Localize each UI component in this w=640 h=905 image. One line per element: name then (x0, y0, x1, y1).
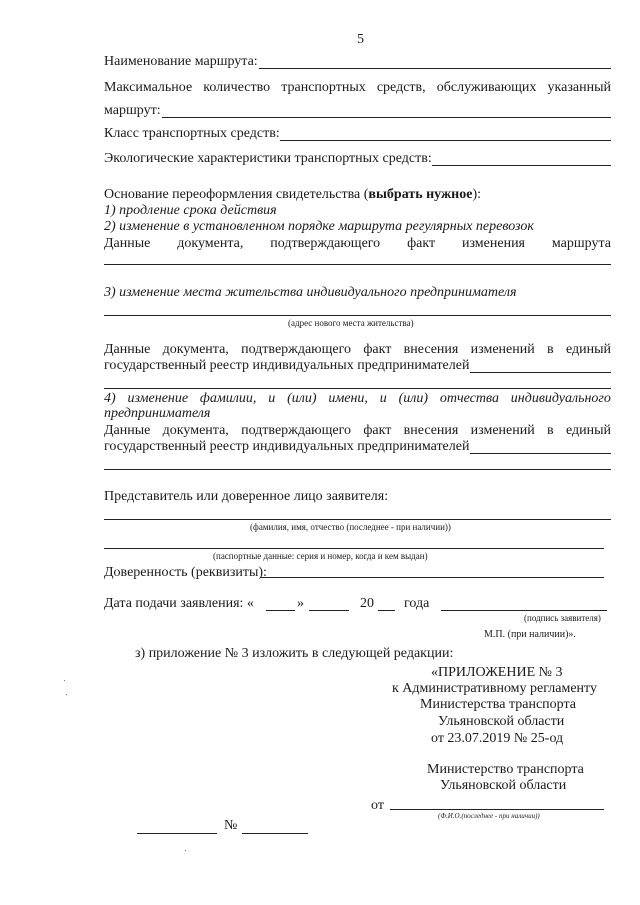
max-vehicles-line2: маршрут: (104, 103, 161, 118)
passport-line (104, 548, 604, 549)
doc-data-registry-line1 (104, 342, 611, 358)
from-line (390, 809, 604, 810)
representative-name-line (104, 519, 611, 520)
power-of-attorney-line (260, 577, 604, 578)
vehicle-class-line (280, 140, 611, 141)
appendix-line4: от 23.07.2019 № 25-од (431, 731, 564, 746)
word: внесения (403, 342, 459, 357)
basis-item-4-line2: предпринимателя (104, 406, 211, 421)
stamp-note: М.П. (при наличии)». (484, 629, 576, 640)
doc-data-registry-line2: государственный реестр индивидуальных предпринимателей (104, 358, 470, 373)
word: транспортных (281, 80, 366, 95)
word: факт (363, 342, 392, 357)
word: маршрута (551, 236, 611, 251)
route-name-line (259, 68, 611, 69)
amendment-text: з) приложение № 3 изложить в следующей редакции: (135, 646, 454, 661)
year-prefix: 20 (360, 596, 374, 611)
basis-item-2: 2) изменение в установленном порядке маршрута регулярных перевозок (104, 219, 534, 234)
doc-data-route-line (104, 264, 611, 265)
word: подтверждающего (270, 236, 381, 251)
word: в (547, 423, 554, 438)
word: отчества (439, 391, 499, 406)
appendix-title: «ПРИЛОЖЕНИЕ № 3 (431, 665, 563, 680)
basis-heading: Основание переоформления свидетельства (выбрать нужное): (104, 187, 481, 202)
scan-speck (66, 694, 67, 695)
route-name-label: Наименование маршрута: (104, 54, 258, 69)
signature-caption: (подпись заявителя) (524, 613, 601, 623)
power-of-attorney-label: Доверенность (реквизиты): (104, 565, 267, 580)
scan-speck (185, 850, 186, 851)
from-label: от (371, 798, 384, 813)
word: 4) (104, 391, 116, 406)
doc-data-registry2-line1 (104, 423, 611, 439)
footer-date-line (137, 833, 217, 834)
month-line (309, 610, 349, 611)
word: имени, (328, 391, 368, 406)
word: в (547, 342, 554, 357)
year-line (378, 610, 395, 611)
word: подтверждающего (241, 342, 352, 357)
max-vehicles-line (162, 117, 611, 118)
word: изменений (470, 342, 535, 357)
max-vehicles-line1 (104, 80, 611, 96)
signature-line (441, 610, 607, 611)
appendix-line1: к Административному регламенту (392, 681, 597, 696)
word: Максимальное (104, 80, 193, 95)
address-caption: (адрес нового места жительства) (288, 318, 414, 328)
word: и (379, 391, 387, 406)
eco-characteristics-label: Экологические характеристики транспортных средств: (104, 151, 432, 166)
scan-speck (64, 680, 65, 681)
registry-line-a (470, 372, 611, 373)
vehicle-class-label: Класс транспортных средств: (104, 126, 280, 141)
word: внесения (403, 423, 459, 438)
basis-item-4-line1 (104, 391, 611, 407)
submission-date-label: Дата подачи заявления: « (104, 596, 254, 611)
word: средств, (376, 80, 426, 95)
word: указанный (547, 80, 611, 95)
word: документа, (177, 236, 244, 251)
word: изменений (470, 423, 535, 438)
new-address-line (104, 315, 611, 316)
word: (или) (398, 391, 429, 406)
quote-close: » (297, 596, 304, 611)
registry2-line-b (104, 469, 611, 470)
basis-item-3: 3) изменение места жительства индивидуального предпринимателя (104, 285, 517, 300)
number-sign: № (224, 818, 238, 833)
word: Данные (104, 236, 151, 251)
from-caption: (Ф.И.О.(последнее - при наличии)) (438, 812, 540, 820)
word: обслуживающих (436, 80, 537, 95)
registry-line-b (104, 388, 611, 389)
appendix-line3: Ульяновской области (438, 714, 565, 729)
word: документа, (162, 423, 229, 438)
word: Данные (104, 342, 151, 357)
word: единый (565, 342, 611, 357)
day-line (266, 610, 295, 611)
word: единый (565, 423, 611, 438)
registry2-line-a (470, 453, 611, 454)
word: факт (407, 236, 436, 251)
passport-caption: (паспортные данные: серия и номер, когда и кем выдан) (213, 551, 428, 561)
word: (или) (287, 391, 317, 406)
word: изменения (461, 236, 525, 251)
doc-data-route-line1 (104, 236, 611, 252)
word: факт (363, 423, 392, 438)
addressee-line2: Ульяновской области (440, 778, 567, 793)
word: Данные (104, 423, 151, 438)
name-caption: (фамилия, имя, отчество (последнее - при наличии)) (250, 522, 451, 532)
word: индивидуального (510, 391, 611, 406)
basis-item-1: 1) продление срока действия (104, 203, 277, 218)
appendix-line2: Министерства транспорта (420, 697, 576, 712)
addressee-line1: Министерство транспорта (427, 762, 584, 777)
page-number: 5 (357, 32, 364, 47)
representative-label: Представитель или доверенное лицо заявителя: (104, 489, 389, 504)
word: и (268, 391, 276, 406)
doc-data-registry2-line2: государственный реестр индивидуальных предпринимателей (104, 439, 470, 454)
word: количество (203, 80, 271, 95)
eco-characteristics-line (432, 165, 611, 166)
word: фамилии, (199, 391, 257, 406)
word: изменение (127, 391, 189, 406)
footer-number-line (242, 833, 308, 834)
word: подтверждающего (241, 423, 352, 438)
word: документа, (162, 342, 229, 357)
year-suffix: года (404, 596, 430, 611)
